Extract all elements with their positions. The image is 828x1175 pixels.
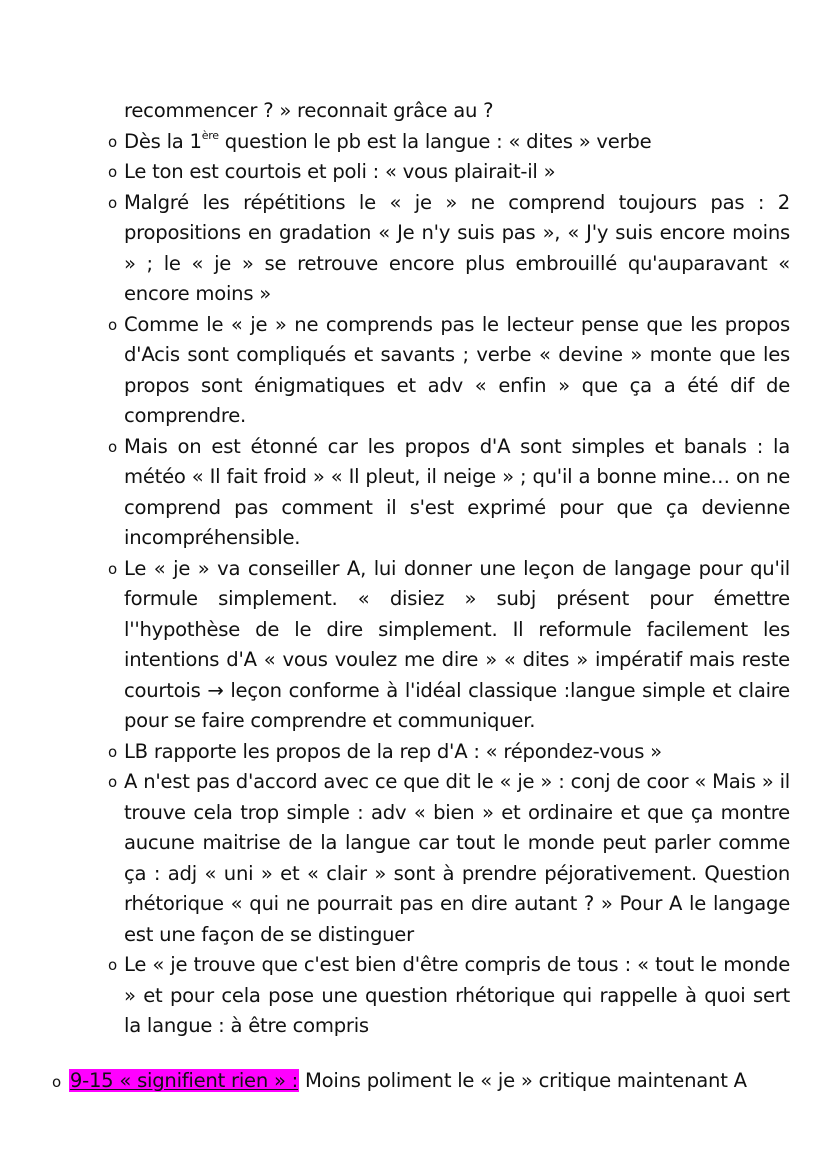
bullet-marker: o [108, 773, 117, 791]
bullet-item-3 [108, 188, 790, 310]
bullet-marker: o [108, 437, 117, 456]
bullet-text: Le ton est courtois et poli : « vous plairait-il » [124, 160, 556, 183]
bullet-marker: o [108, 163, 117, 181]
bullet-item-6 [108, 554, 790, 737]
bullet-marker: o [52, 1073, 61, 1091]
bullet-item-7 [108, 737, 790, 768]
superscript: ère [201, 128, 219, 142]
bullet-item-9 [108, 950, 790, 1042]
bullet-marker: o [108, 193, 117, 212]
bullet-item-1 [108, 127, 790, 158]
bullet-item-5 [108, 432, 790, 554]
bullet-text: LB rapporte les propos de la rep d'A : « répondez-vous » [124, 739, 662, 763]
bullet-marker: o [108, 132, 117, 151]
bullet-text: Le « je » va conseiller A, lui donner une leçon de langage pour qu'il formule simplement. « disiez » subj présent pour émettre l''hypothèse de le dire simplement. Il reformule facilement les intentions d'A « vous voulez me dire » « dites » impératif mais reste courtois → leçon conforme à l'idéal classique :langue simple et claire pour se faire comprendre et communiquer. [124, 556, 790, 732]
final-item-text: Moins poliment le « je » critique maintenant A [299, 1069, 747, 1092]
bullet-marker: o [108, 315, 117, 334]
continuation-line: recommencer ? » reconnait grâce au ? [124, 99, 494, 122]
bullet-item-2 [108, 157, 790, 188]
bullet-text: Malgré les répétitions le « je » ne comprend toujours pas : 2 propositions en gradation « Je n'y suis pas », « J'y suis encore moins » ; le « je » se retrouve encore plus embrouillé qu'auparavant « encore moins » [124, 190, 790, 305]
bullet-text: Comme le « je » ne comprends pas le lecteur pense que les propos d'Acis sont compliqués et savants ; verbe « devine » monte que les propos sont énigmatiques et adv « enfin » que ça a été dif de comprendre. [124, 312, 790, 427]
final-item [52, 1066, 792, 1097]
highlighted-line-reference: 9-15 « signifient rien » : [69, 1069, 299, 1092]
bullet-item-8 [108, 767, 790, 950]
bullet-list [108, 96, 790, 1042]
bullet-text: A n'est pas d'accord avec ce que dit le « je » : conj de coor « Mais » il trouve cela trop simple : adv « bien » et ordinaire et que ça montre aucune maitrise de la langue car tout le monde peut parler comme ça : adj « uni » et « clair » sont à prendre péjorativement. Question rhétorique « qui ne pourrait pas en dire autant ? » Pour A le langage est une façon de se distinguer [124, 770, 790, 946]
bullet-text: Mais on est étonné car les propos d'A sont simples et banals : la météo « Il fait froid » « Il pleut, il neige » ; qu'il a bonne mine… on ne comprend pas comment il s'est exprimé pour que ça devienne incompréhensible. [124, 434, 790, 549]
bullet-text-start: Dès la 1 [124, 129, 202, 153]
bullet-marker: o [108, 559, 117, 578]
bullet-item-4 [108, 310, 790, 432]
bullet-marker: o [108, 956, 117, 974]
bullet-marker: o [108, 742, 117, 761]
bullet-text: Le « je trouve que c'est bien d'être compris de tous : « tout le monde » et pour cela pose une question rhétorique qui rappelle à quoi sert la langue : à être compris [124, 953, 790, 1037]
bullet-text-end: question le pb est la langue : « dites » verbe [218, 129, 652, 153]
